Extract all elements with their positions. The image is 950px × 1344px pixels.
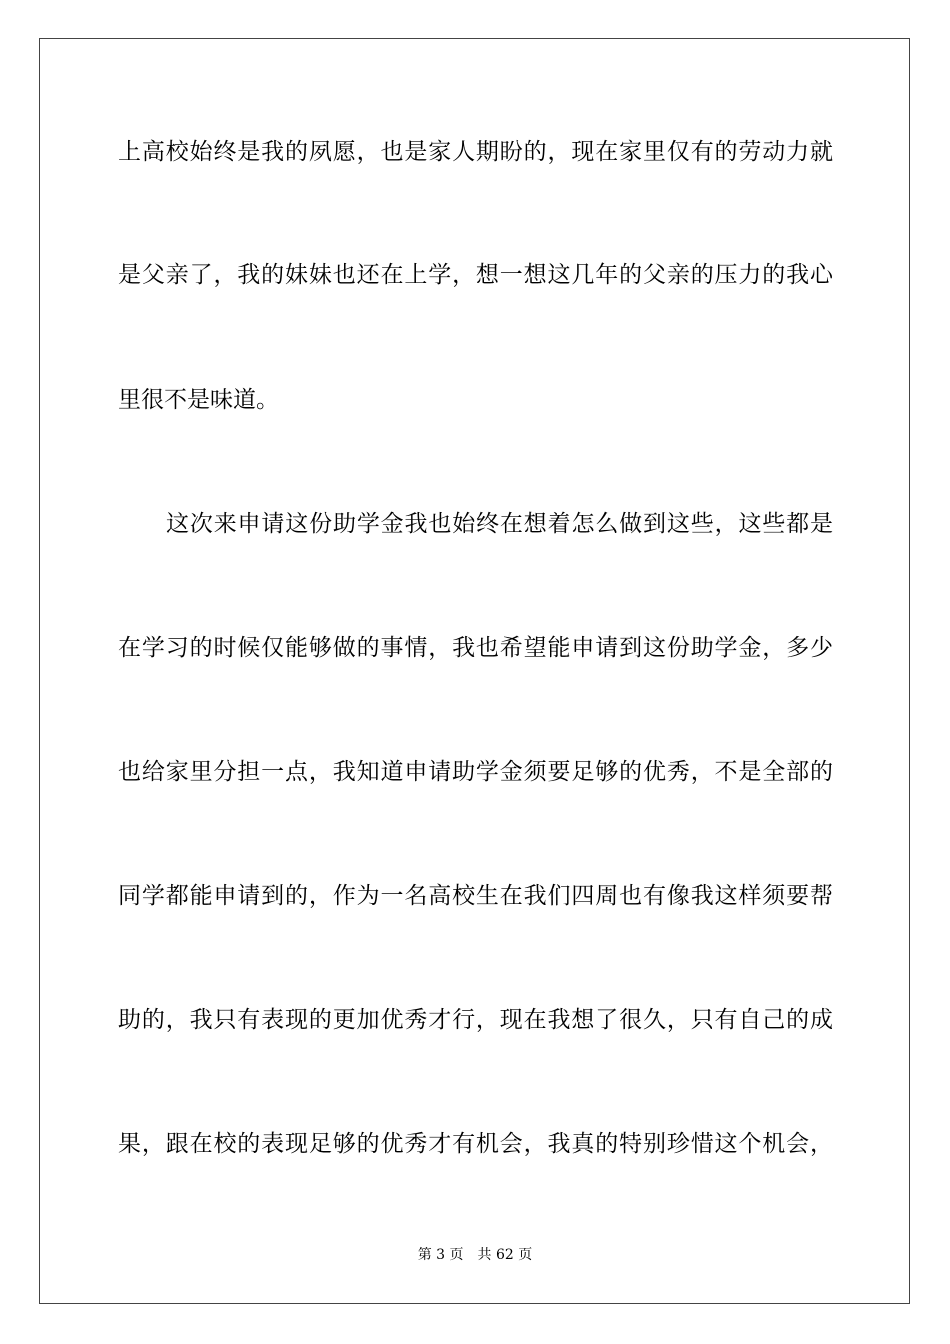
text-line-8: 助的，我只有表现的更加优秀才行，现在我想了很久，只有自己的成 (118, 1007, 833, 1033)
text-line-4: 这次来申请这份助学金我也始终在想着怎么做到这些，这些都是 (166, 511, 833, 537)
text-line-7: 同学都能申请到的，作为一名高校生在我们四周也有像我这样须要帮 (118, 883, 833, 909)
text-line-5: 在学习的时候仅能够做的事情，我也希望能申请到这份助学金，多少 (118, 635, 833, 661)
page-border (39, 38, 910, 1304)
page-footer (0, 1245, 950, 1265)
text-line-1: 上高校始终是我的夙愿，也是家人期盼的，现在家里仅有的劳动力就 (118, 139, 833, 165)
page-total: 共 62 页 (477, 1247, 533, 1263)
page-number: 第 3 页 (417, 1247, 464, 1263)
text-line-3: 里很不是味道。 (118, 387, 279, 413)
text-line-9: 果，跟在校的表现足够的优秀才有机会，我真的特别珍惜这个机会， (118, 1131, 833, 1157)
text-line-6: 也给家里分担一点，我知道申请助学金须要足够的优秀，不是全部的 (118, 759, 833, 785)
text-line-2: 是父亲了，我的妹妹也还在上学，想一想这几年的父亲的压力的我心 (118, 262, 833, 288)
